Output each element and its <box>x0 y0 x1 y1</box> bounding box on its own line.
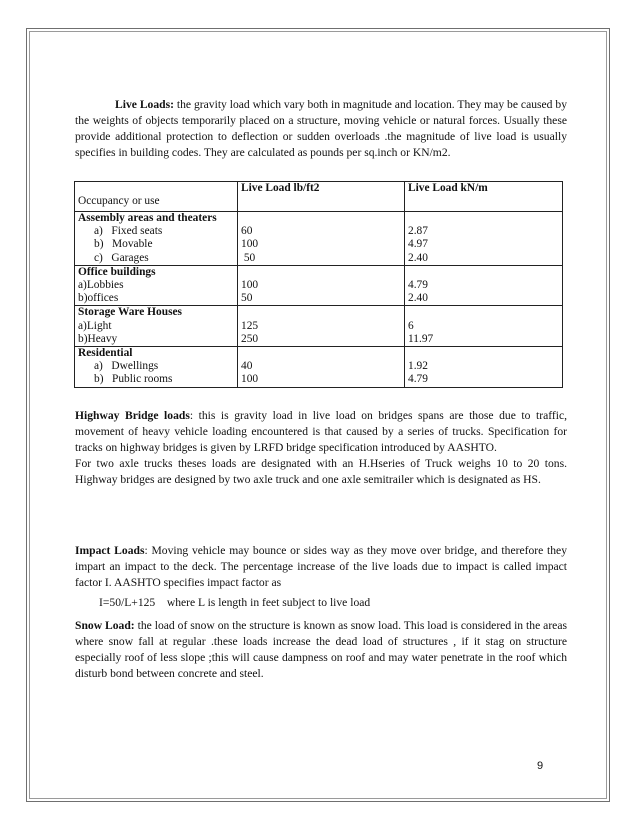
occupancy-item: b) Public rooms <box>94 373 173 386</box>
group-title: Storage Ware Houses <box>78 306 182 319</box>
occupancy-item: a)Lobbies <box>78 279 124 292</box>
lb-value: 100 <box>241 373 259 386</box>
live-load-lb-cell <box>238 347 405 388</box>
table-header-row <box>75 182 563 212</box>
impact-text: : Moving vehicle may bounce or sides way as they move over bridge, and therefore they impart an impact to the deck. The percentage increase of the live loads due to impact is called impact factor I. AASHTO specifies impact factor as <box>75 544 567 589</box>
kn-value: 4.97 <box>408 238 428 251</box>
live-loads-heading: Live Loads: <box>115 98 174 111</box>
highway-paragraph-2: For two axle trucks theses loads are designated with an H.Hseries of Truck weighs 10 to 20 tons. Highway bridges are designed by two axle truck and one axle semitrailer which is designated as HS. <box>75 457 567 486</box>
live-load-lb-cell <box>238 212 405 266</box>
table-row <box>75 306 563 347</box>
lb-value: 125 <box>241 319 259 332</box>
highway-section <box>75 408 567 488</box>
group-title: Office buildings <box>78 265 156 278</box>
impact-paragraph <box>75 543 567 591</box>
live-load-table <box>74 181 563 388</box>
occupancy-cell <box>75 347 238 388</box>
occupancy-item: a)Light <box>78 319 112 332</box>
live-load-lb-cell <box>238 306 405 347</box>
header-occupancy: Occupancy or use <box>75 182 238 212</box>
kn-value: 2.87 <box>408 225 428 238</box>
group-title: Residential <box>78 347 133 360</box>
highway-text: : this is gravity load in live load on bridges spans are those due to traffic, movement of heavy vehicle loading encountered is that caused by a series of trucks. Specification for tracks on highway bridges is given by LRFD bridge specification introduced by AASHTO. <box>75 409 567 454</box>
occupancy-item: b)Heavy <box>78 332 118 345</box>
live-load-kn-cell <box>405 265 563 306</box>
kn-value: 4.79 <box>408 279 428 291</box>
lb-value: 50 <box>241 251 256 264</box>
live-load-lb-cell <box>238 265 405 306</box>
header-live-load-kn: Live Load kN/m <box>405 182 563 212</box>
table-row <box>75 347 563 388</box>
highway-paragraph <box>75 408 567 456</box>
highway-heading: Highway Bridge loads <box>75 409 190 422</box>
live-load-kn-cell <box>405 306 563 347</box>
lb-value: 100 <box>241 279 259 291</box>
snow-text: the load of snow on the structure is known as snow load. This load is considered in the areas where snow fall at regular .these loads increase the dead load of structures , if it stag on structure especially roof of less slope ;this will cause dampness on roof and may water penetrate in the roof which disturb bond between concrete and steel. <box>75 619 567 680</box>
lb-value: 50 <box>241 292 253 305</box>
snow-paragraph <box>75 618 567 682</box>
table-row <box>75 265 563 306</box>
kn-value: 11.97 <box>408 332 434 345</box>
occupancy-item: a) Dwellings <box>94 360 159 373</box>
lb-value: 250 <box>241 332 259 345</box>
page-number: 9 <box>537 760 544 772</box>
live-load-kn-cell <box>405 347 563 388</box>
live-loads-paragraph <box>75 97 567 161</box>
occupancy-cell <box>75 265 238 306</box>
impact-formula: I=50/L+125 where L is length in feet subject to live load <box>99 596 371 609</box>
live-loads-text: the gravity load which vary both in magnitude and location. They may be caused by the weights of objects temporarily placed on a structure, moving vehicle or natural forces. Usually these provide additional protection to deflection or sudden overloads .the magnitude of live load is usually specifies in building codes. They are calculated as pounds per sq.inch or KN/m2. <box>75 98 567 159</box>
kn-value: 2.40 <box>408 292 428 305</box>
live-load-kn-cell <box>405 212 563 266</box>
impact-heading: Impact Loads <box>75 544 145 557</box>
snow-heading: Snow Load: <box>75 619 135 632</box>
kn-value: 1.92 <box>408 360 428 373</box>
occupancy-item: a) Fixed seats <box>94 225 163 238</box>
kn-value: 4.79 <box>408 373 428 386</box>
lb-value: 40 <box>241 360 253 373</box>
occupancy-cell <box>75 212 238 266</box>
lb-value: 60 <box>241 225 253 238</box>
kn-value: 2.40 <box>408 251 428 264</box>
occupancy-cell <box>75 306 238 347</box>
header-live-load-lb: Live Load lb/ft2 <box>238 182 405 212</box>
table-row <box>75 212 563 266</box>
occupancy-item: b)offices <box>78 292 119 305</box>
lb-value: 100 <box>241 238 259 251</box>
occupancy-item: b) Movable <box>94 238 153 251</box>
occupancy-item: c) Garages <box>94 251 149 264</box>
kn-value: 6 <box>408 319 414 332</box>
group-title: Assembly areas and theaters <box>78 212 217 224</box>
